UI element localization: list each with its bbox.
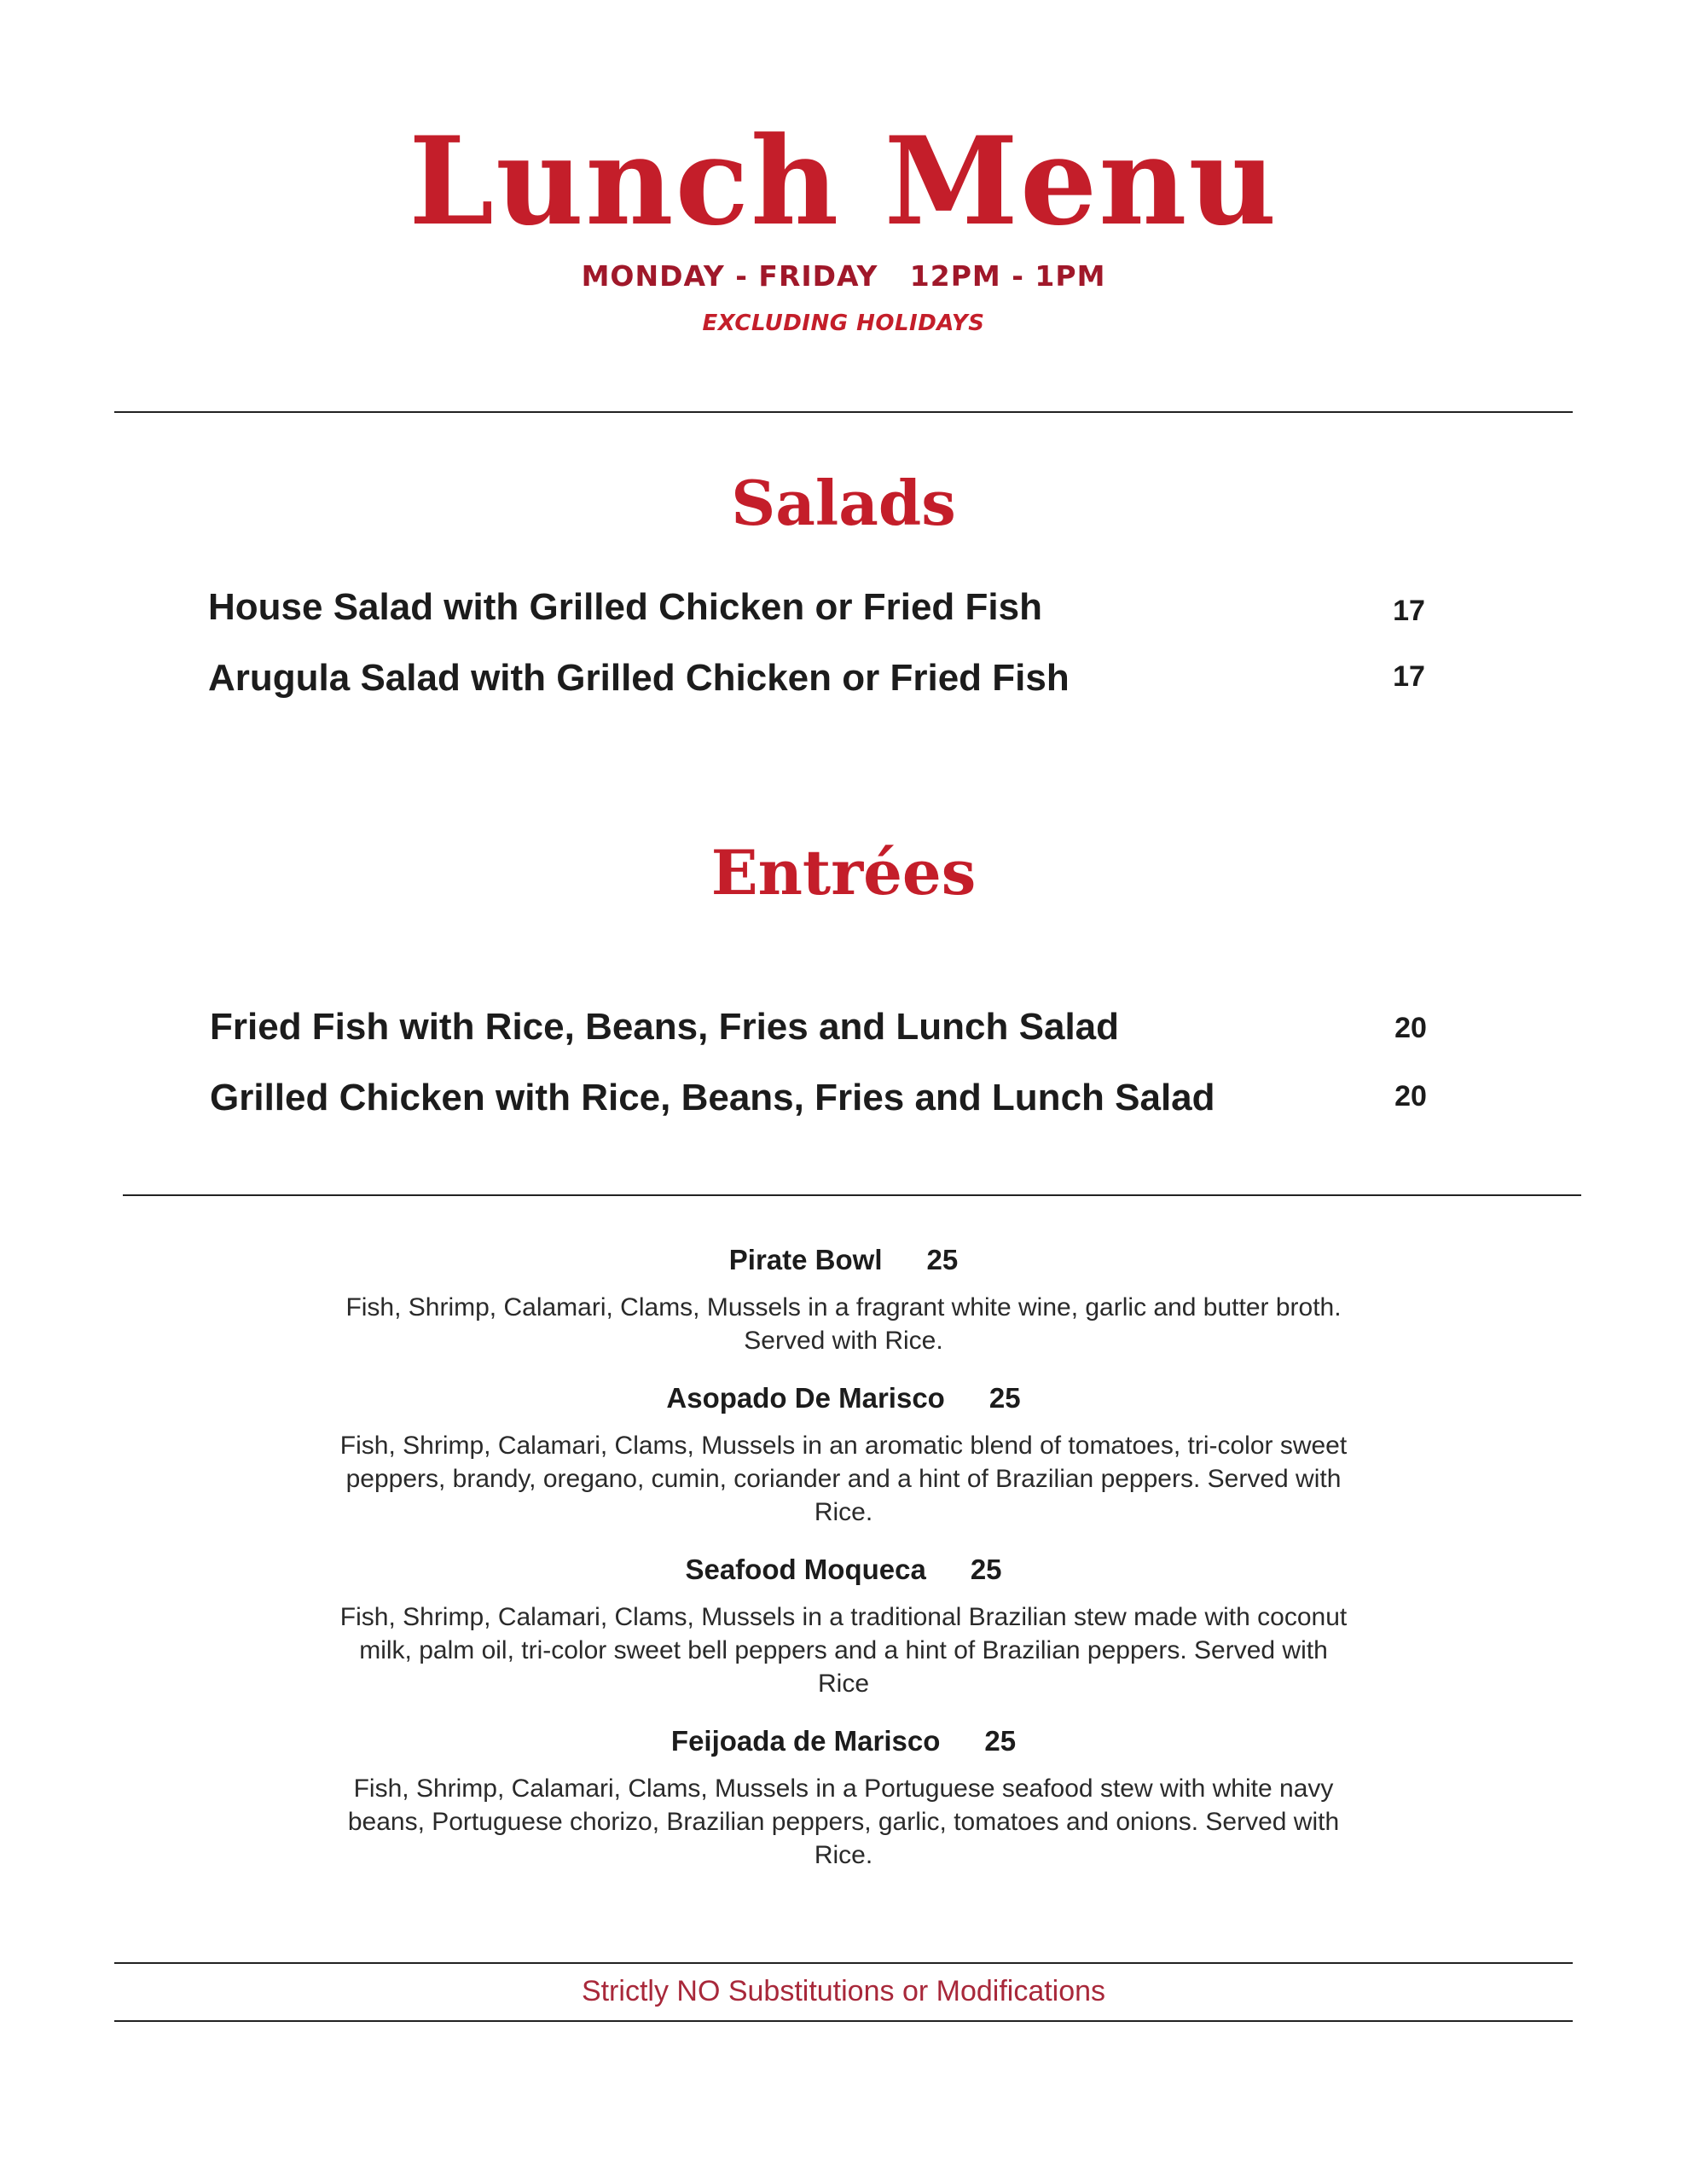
divider-footer-top bbox=[114, 1962, 1573, 1964]
menu-item-name: Arugula Salad with Grilled Chicken or Fried Fish bbox=[208, 657, 1070, 699]
special-item bbox=[332, 1241, 1355, 1357]
divider-top bbox=[114, 411, 1573, 413]
special-item bbox=[332, 1551, 1355, 1700]
special-description: Fish, Shrimp, Calamari, Clams, Mussels in a Portuguese seafood stew with white navy beans, Portuguese chorizo, Brazilian peppers, garlic, tomatoes and onions. Served with Rice. bbox=[347, 1774, 1340, 1869]
menu-item-name: House Salad with Grilled Chicken or Fried Fish bbox=[208, 586, 1042, 628]
special-item bbox=[332, 1722, 1355, 1872]
special-description: Fish, Shrimp, Calamari, Clams, Mussels in a fragrant white wine, garlic and butter broth. Served with Rice. bbox=[345, 1293, 1342, 1355]
divider-middle bbox=[123, 1194, 1581, 1196]
special-heading bbox=[332, 1551, 1355, 1589]
menu-item-price: 20 bbox=[1394, 1080, 1427, 1112]
specials-list bbox=[332, 1241, 1355, 1894]
lunch-hours: MONDAY - FRIDAY 12PM - 1PM bbox=[581, 259, 1106, 293]
divider-footer-bottom bbox=[114, 2020, 1573, 2022]
special-name: Pirate Bowl bbox=[728, 1244, 883, 1275]
special-price: 25 bbox=[988, 1382, 1021, 1414]
special-description: Fish, Shrimp, Calamari, Clams, Mussels in a traditional Brazilian stew made with coconut milk, palm oil, tri-color sweet bell peppers and a hint of Brazilian peppers. Served with Rice bbox=[339, 1603, 1348, 1698]
menu-item-price: 17 bbox=[1393, 660, 1425, 693]
menu-title: Lunch Menu bbox=[409, 111, 1278, 253]
holidays-note: EXCLUDING HOLIDAYS bbox=[702, 311, 985, 336]
section-title-salads: Salads bbox=[731, 467, 956, 539]
menu-item-name: Grilled Chicken with Rice, Beans, Fries and Lunch Salad bbox=[210, 1077, 1215, 1118]
special-price: 25 bbox=[984, 1725, 1017, 1757]
section-title-entrees: Entrées bbox=[710, 836, 977, 909]
special-heading bbox=[332, 1722, 1355, 1760]
menu-item-price: 17 bbox=[1393, 595, 1425, 627]
menu-item-name: Fried Fish with Rice, Beans, Fries and Lunch Salad bbox=[210, 1006, 1120, 1048]
special-name: Asopado De Marisco bbox=[666, 1382, 945, 1414]
substitution-policy: Strictly NO Substitutions or Modifications bbox=[581, 1975, 1106, 2007]
special-name: Seafood Moqueca bbox=[685, 1554, 926, 1585]
special-heading bbox=[332, 1241, 1355, 1279]
special-item bbox=[332, 1380, 1355, 1529]
special-description: Fish, Shrimp, Calamari, Clams, Mussels in an aromatic blend of tomatoes, tri-color sweet peppers, brandy, oregano, cumin, coriander and a hint of Brazilian peppers. Served with Rice. bbox=[339, 1432, 1348, 1526]
menu-item-price: 20 bbox=[1394, 1012, 1427, 1044]
special-heading bbox=[332, 1380, 1355, 1417]
special-price: 25 bbox=[926, 1244, 959, 1275]
special-price: 25 bbox=[970, 1554, 1002, 1585]
special-name: Feijoada de Marisco bbox=[670, 1725, 941, 1757]
